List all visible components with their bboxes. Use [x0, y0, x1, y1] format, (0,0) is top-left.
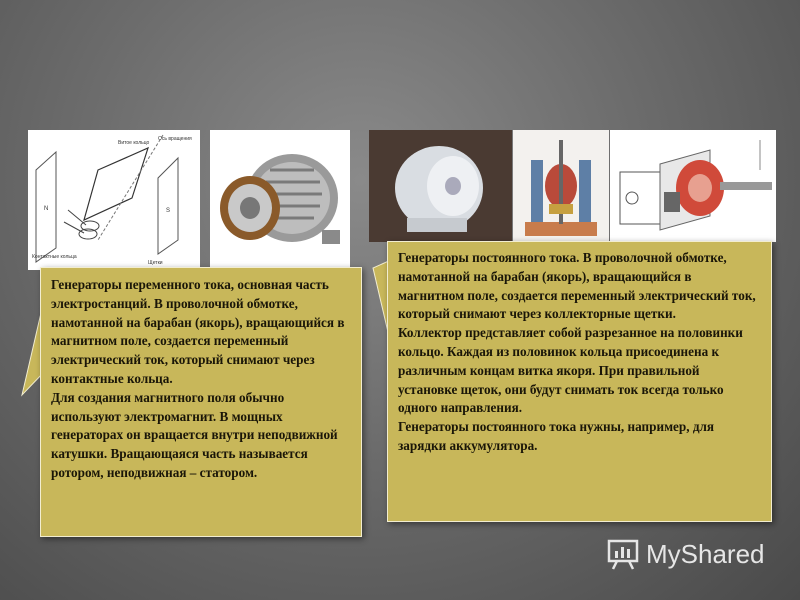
ac-callout-paragraph-2: Для создания магнитного поля обычно используют электромагнит. В мощных генераторах он вращается внутри неподвижной катушки. Вращающаяся часть называется ротором, неподвижная – статором. [51, 389, 338, 480]
dc-generator-callout [387, 241, 772, 522]
presentation-board-icon [606, 537, 640, 571]
dc-callout-paragraph-1: Генераторы постоянного тока. В проволочной обмотке, намотанной на барабан (якорь), вращающийся в магнитном поле, создается переменный электрический ток, который снимают через коллекторные щетки. [398, 250, 756, 322]
north-label: N [44, 206, 49, 212]
south-label: S [166, 208, 171, 214]
ring-label: Витое кольцо [118, 140, 150, 146]
ac-generator-callout [40, 267, 362, 537]
dc-callout-paragraph-3: Генераторы постоянного тока нужны, например, для зарядки аккумулятора. [398, 419, 715, 453]
dc-callout-paragraph-2: Коллектор представляет собой разрезанное на половинки кольцо. Каждая из половинок кольца присоединена к различным концам витка якоря. При правильной установке щеток, они будут снимать ток всегда только одного направления. [398, 325, 743, 416]
myshared-logo [606, 536, 765, 572]
ac-callout-paragraph-1: Генераторы переменного тока, основная часть электростанций. В проволочной обмотке, намотанной на барабан (якорь), вращающийся в магнитном поле, создается переменный электрический ток, который снимают через контактные кольца. [51, 277, 345, 386]
brush-label: Щетки [148, 260, 163, 266]
logo-text: MyShared [646, 538, 765, 569]
axis-label: Ось вращения [158, 136, 192, 142]
contact-rings-label: Контактные кольца [32, 254, 77, 260]
